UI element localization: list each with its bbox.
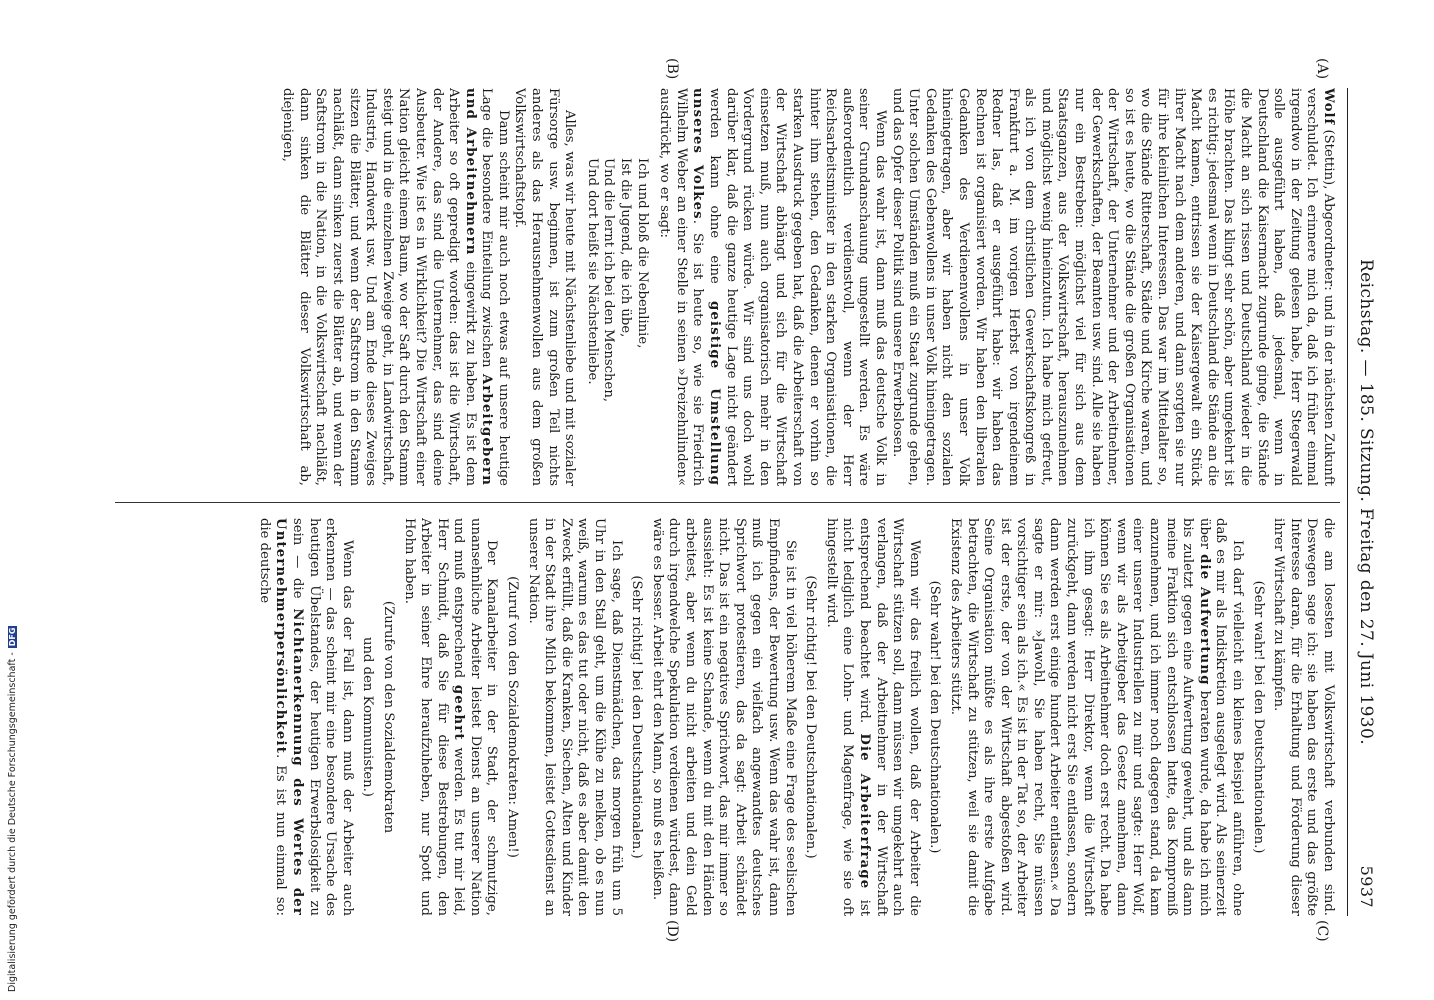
verse-line-4: Und dort heißt sie Nächstenliebe. bbox=[584, 158, 600, 385]
speaker-name: Wolf bbox=[1321, 88, 1336, 126]
interjection-6a: (Zurufe von den Sozialdemokraten bbox=[380, 600, 396, 834]
page-header bbox=[1350, 88, 1380, 916]
right-p3-bold: Die Arbeiterfrage bbox=[856, 733, 872, 890]
right-p3-end: ist nicht lediglich eine Lohn- und Magenfrage, wie sie oft hingestellt wird. bbox=[823, 518, 872, 916]
left-p4-start: Dann scheint mir auch noch etwas auf unsere heutige Lage die besondere Einteilung zwischen bbox=[479, 88, 511, 486]
right-p2-start: Ich darf vielleicht ein kleines Beispiel anführen, ohne daß es mir als Indiskretion ausgelegt wird. Als seinerzeit über bbox=[1196, 518, 1246, 916]
interjection-1: (Sehr wahr! bei den Deutschnationalen.) bbox=[1250, 580, 1266, 854]
margin-mark-d: (D) bbox=[664, 920, 680, 943]
right-paragraph-5: Ich sage, daß Dienstmädchen, das morgen früh um 5 Uhr in den Stall geht, um die Kühe zu melken, ob es nun weiß, warum es das tut oder nicht, daß es aber damit den Zweck erfüllt, daß die Kranken, Siechen, Alten und Kinder in der Stadt ihre Milch bekommen, leistet Gottesdienst an unserer Nation. bbox=[525, 518, 624, 916]
right-p7-end: . Es ist nun einmal so: die deutsche bbox=[256, 518, 289, 916]
right-p2-bold: die Aufwertung bbox=[1196, 554, 1212, 686]
running-title: Reichstag. — 185. Sitzung. Freitag den 27. Juni 1930. bbox=[1356, 258, 1376, 746]
margin-mark-b: (B) bbox=[664, 58, 680, 80]
right-paragraph-2 bbox=[946, 518, 1245, 916]
reichstag-page bbox=[110, 58, 1380, 943]
right-p6-bold: geehrt bbox=[451, 684, 467, 741]
right-p6-start: Der Kanalarbeiter in der Stadt, der schmutzige, unansehnliche Arbeiter leistet Dienst an unserer Nation und muß entsprechend bbox=[451, 518, 500, 916]
left-p2-end: . Sie ist heute so, wie sie Friedrich Wilhelm Weber an einer Stelle in seinen »Dreizehnlinden« ausdrückt, wo er sagt: bbox=[657, 88, 706, 486]
right-column bbox=[116, 518, 1336, 916]
left-paragraph-3: Alles, was wir heute mit Nächstenliebe und mit sozialer Fürsorge usw. beginnen, ist zum großen Teil nichts anderes als das Herausnehmenwollen aus dem großen Volkswirtschaftstopf. bbox=[512, 88, 578, 486]
digitization-text: Digitalisierung gefördert durch die Deutsche Forschungsgemeinschaft - bbox=[7, 652, 18, 992]
digitization-note bbox=[7, 552, 18, 992]
page-number: 5937 bbox=[1357, 865, 1376, 908]
interjection-2: (Sehr wahr! bei den Deutschnationalen.) bbox=[927, 580, 943, 854]
right-p2-end: beraten wurde, da habe ich mich bis zuletzt gegen eine Aufwertung gewehrt, und als dann meine Fraktion sich entschlossen hatte, das Kompromiß anzunehmen, und ich immer noch dagegen stand, da kam einer unserer Industriellen zu mir und sagte: Herr Wolf, wenn wir als Arbeitgeber das Gesetz annehmen, dann können Sie es als Arbeitnehmer doch erst recht. Da habe ich ihm gesagt: Herr Direktor, wenn die Wirtschaft zurückgeht, dann werden nicht erst Sie entlassen, sondern dann werden erst einige hundert Arbeiter entlassen.« Da sagte er mir: »Jawohl, Sie haben recht, Sie müssen vorsichtiger sein als ich.« Es ist in der Tat so, der Arbeiter ist der erste, der von der Wirtschaft abgestoßen wird. Seine Organisation müßte es als ihre erste Aufgabe betrachten, die Wirtschaft zu stützen, weil sie damit die Existenz des Arbeiters stützt. bbox=[947, 518, 1212, 916]
right-p7-start: Wenn das der Fall ist, dann muß der Arbeiter auch erkennen — das scheint mir eine besondere Ursache des heutigen Übelstandes, der heutigen Erwerbslosigkeit zu sein — die bbox=[289, 518, 355, 916]
margin-mark-a: (A) bbox=[1314, 58, 1330, 80]
right-paragraph-4: Sie ist in viel höherem Maße eine Frage des seelischen Empfindens, der Bewertung usw. Wenn das wahr ist, dann muß ich gegen ein vielfach angewandtes deutsches Sprichwort protestieren, das da sagt: Arbeit schändet nicht. Das ist ein negatives Sprichwort, das mir immer so aussieht: Es ist keine Schande, wenn du mit den Händen arbeitest, aber wenn du nicht arbeiten und dein Geld durch irgendwelche Spekulation verdienen würdest, dann wäre es besser. Arbeit ehrt den Mann, so muß es heißen. bbox=[649, 518, 798, 916]
left-paragraph-1 bbox=[888, 88, 1336, 486]
right-paragraph-3 bbox=[822, 518, 922, 916]
header-rule bbox=[1347, 88, 1348, 916]
left-p4-bold: Arbeitgebern und Arbeitnehmern bbox=[462, 88, 495, 486]
right-p3-start: Wenn wir das freilich wollen, daß der Arbeiter die Wirtschaft stützen soll, dann müssen wir umgekehrt auch verlangen, daß der Arbeitnehmer in der Wirtschaft entsprechend beachtet wird. bbox=[856, 518, 922, 916]
margin-mark-c: (C) bbox=[1314, 920, 1330, 942]
right-paragraph-7 bbox=[255, 518, 355, 916]
right-p7-bold: Nichtanerkennung des Wertes der Unternehmerpersönlichkeit bbox=[273, 518, 305, 916]
left-p4-end: eingewirkt zu haben. Es ist dem Arbeiter so oft gepredigt worden: das ist die Wirtschaft, der Andere, das sind die Unternehmer, das sind deine Ausbeuter. Wie ist es in Wirklichkeit? Die Wirtschaft einer Nation gleicht einem Baum, wo der Saft durch den Stamm steigt und in die einzelnen Zweige geht, in Landwirtschaft, Industrie, Handwerk usw. Und am Ende dieses Zweiges sitzen die Blätter, und wenn der Saftstrom in den Stamm nachläßt, dann sinken zuerst die Blätter ab, und wenn der Saftstrom in die Nation, in die Volkswirtschaft nachläßt, dann sinken die Blätter dieser Volkswirtschaft ab, diejenigen, bbox=[280, 88, 478, 486]
interjection-5: (Zuruf von den Sozialdemokraten: Amen!) bbox=[505, 576, 521, 858]
left-p1-text: und in der nächsten Zukunft verschuldet. Ich erinnere mich da, daß ich früher einmal irgendwo in der Zeitung gelesen habe, Herr Stegerwald solle ausgeführt haben, daß jedesmal, wenn in Deutschland die Kaisermacht zugrunde ginge, die Stände die Macht an sich rissen und Deutschland wieder in die Höhe brachten. Das klingt sehr schön, aber umgekehrt ist es richtig: jedesmal wenn in Deutschland die Stände an die Macht kamen, entrissen sie der Kaisergewalt ein Stück ihrer Macht nach dem anderen, und dann sorgten sie nur für ihre kleinlichen Interessen. Das war im Mittelalter so, wo die Stände Ritterschaft, Städte und Kirche waren, und so ist es heute, wo die Stände die großen Organisationen der Wirtschaft, der Unternehmer und der Arbeitnehmer, der Gewerkschaften, der Beamten usw. sind. Alle sie haben nur ein Bestreben: möglichst viel für sich aus dem Staatsganzen, aus der Volkswirtschaft, herauszunehmen und möglichst wenig hineinzutun. Ich habe mich gefreut, als ich von dem christlichen Gewerkschaftskongreß in Frankfurt a. M. im vorigen Herbst von irgendeinem Redner las, daß er ausgeführt habe: wir haben das Rechnen ist organisiert worden. Wir haben den liberalen Gedanken des Verdienenwollens in unser Volk hineingetragen, aber wir haben nicht den sozialen Gedanken des Gebenwollens in unser Volk hineingetragen. Unter solchen Umständen muß ein Staat zugrunde gehen, und das Opfer dieser Politik sind unsere Erwerbslosen. bbox=[889, 88, 1336, 486]
right-paragraph-1: die am losesten mit Volkswirtschaft verbunden sind. Deswegen sage ich: sie haben das erste und das größte Interesse daran, für die Erhaltung und Förderung dieser ihrer Wirtschaft zu kämpfen. bbox=[1271, 518, 1336, 916]
interjection-4: (Sehr richtig! bei den Deutschnationalen.) bbox=[629, 575, 645, 859]
interjection-6b: und den Kommunisten.) bbox=[360, 637, 376, 797]
dfg-logo-badge: DFG bbox=[8, 627, 17, 647]
left-paragraph-2 bbox=[656, 88, 888, 486]
right-paragraph-6 bbox=[400, 518, 500, 916]
verse-line-3: Und die lernt ich bei den Menschen, bbox=[601, 158, 617, 403]
speaker-note: (Stettin), Abgeordneter: bbox=[1321, 129, 1336, 291]
left-column bbox=[116, 88, 1336, 486]
interjection-3: (Sehr richtig! bei den Deutschnationalen.) bbox=[803, 575, 819, 859]
verse-line-1: Ich und bloß die Nebenlinie, bbox=[634, 158, 650, 349]
column-divider bbox=[115, 502, 1340, 503]
left-p2-bold: geistige Umstellung unseres Volkes bbox=[690, 88, 723, 486]
right-p6-end: werden. Es tut mir leid, Herr Schmidt, daß Sie für diese Bestrebungen, den Arbeiter in seiner Ehre heraufzuheben, nur Spott und Hohn haben. bbox=[401, 518, 467, 916]
left-p2-text: Wenn das wahr ist, dann muß das deutsche Volk in seiner Grundanschauung umgestellt werden. Es wäre außerordentlich verdienstvoll, wenn der Herr Reichsarbeitsminister in den starken Organisationen, die hinter ihm stehen, den Gedanken, denen er vorhin so starken Ausdruck gegeben hat, daß die Arbeiterschaft von der Wirtschaft abhängt und sich für die Wirtschaft einsetzen muß, nun auch organisatorisch mehr in den Vordergrund rücken würde. Wir sind uns doch wohl darüber klar, daß die ganze heutige Lage nicht geändert werden kann ohne eine bbox=[707, 88, 888, 486]
verse-line-2: Ist die Jugend, die ich übe, bbox=[618, 158, 634, 338]
left-paragraph-4 bbox=[279, 88, 511, 486]
